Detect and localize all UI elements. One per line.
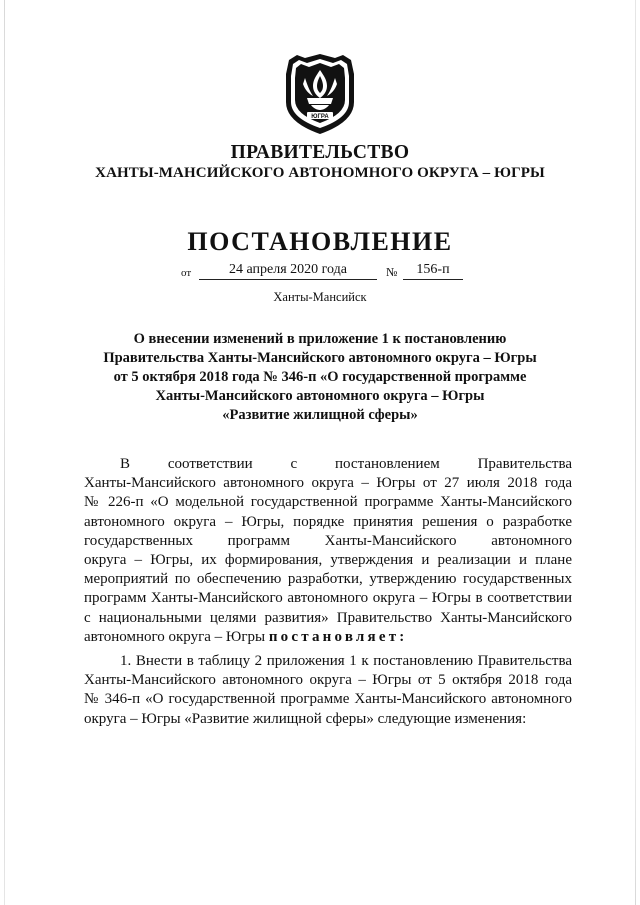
paragraph-last-line bbox=[84, 628, 572, 647]
paragraph-line: Ханты-Мансийского автономного округа – Югры от 5 октября 2018 года bbox=[84, 672, 572, 689]
number-sign-label: № bbox=[386, 265, 398, 279]
document-city: Ханты-Мансийск bbox=[273, 290, 367, 304]
paragraph-line: № 346-п «О государственной программе Ханты-Мансийского автономного bbox=[84, 691, 572, 708]
subject-line: О внесении изменений в приложение 1 к постановлению bbox=[133, 331, 507, 347]
document-type-heading: ПОСТАНОВЛЕНИЕ bbox=[187, 227, 453, 256]
date-prefix-label: от bbox=[181, 267, 192, 279]
document-subject bbox=[70, 330, 570, 425]
document-date: 24 апреля 2020 года bbox=[199, 262, 377, 280]
paragraph-line: государственных программ Ханты-Мансийского автономного bbox=[84, 532, 572, 549]
resolution-keyword: постановляет: bbox=[268, 628, 408, 645]
paragraph-line-prefix: автономного округа – Югры bbox=[84, 628, 269, 645]
subject-line: от 5 октября 2018 года № 346-п «О государственной программе bbox=[113, 369, 527, 385]
subject-line: «Развитие жилищной сферы» bbox=[222, 407, 418, 423]
org-title-line2: ХАНТЫ-МАНСИЙСКОГО АВТОНОМНОГО ОКРУГА – ЮГРЫ bbox=[95, 165, 545, 181]
paragraph-line: мероприятий по обеспечению разработки, утверждению государственных bbox=[84, 571, 572, 588]
body-paragraph-1 bbox=[84, 455, 572, 647]
subject-line: Правительства Ханты-Мансийского автономного округа – Югры bbox=[103, 350, 537, 366]
document-number: 156-п bbox=[403, 262, 463, 280]
scan-edge-right bbox=[635, 0, 636, 905]
paragraph-line: округа – Югры, их формирования, утверждения и реализации и плане bbox=[84, 551, 572, 568]
paragraph-line: программ Ханты-Мансийского автономного округа – Югры в соответствии bbox=[84, 590, 572, 607]
scan-edge-left bbox=[4, 0, 5, 905]
subject-line: Ханты-Мансийского автономного округа – Югры bbox=[155, 388, 485, 404]
org-title-line1: ПРАВИТЕЛЬСТВО bbox=[230, 142, 410, 163]
paragraph-line: Ханты-Мансийского автономного округа – Югры от 27 июля 2018 года bbox=[84, 475, 572, 492]
paragraph-line: В соответствии с постановлением Правительства bbox=[120, 456, 572, 472]
date-number-row bbox=[181, 262, 481, 284]
paragraph-line: округа – Югры «Развитие жилищной сферы» следующие изменения: bbox=[84, 710, 527, 727]
paragraph-line: № 226-п «О модельной государственной программе Ханты-Мансийского bbox=[84, 494, 572, 511]
body-paragraph-2 bbox=[84, 652, 572, 729]
paragraph-line: с национальными целями развития» Правительство Ханты-Мансийского bbox=[84, 609, 572, 626]
paragraph-line: 1. Внести в таблицу 2 приложения 1 к постановлению Правительства bbox=[120, 653, 572, 669]
paragraph-line: автономного округа – Югры, порядке принятия решения о разработке bbox=[84, 513, 572, 530]
emblem-label: ЮГРА bbox=[311, 114, 329, 120]
coat-of-arms-emblem bbox=[283, 52, 357, 136]
